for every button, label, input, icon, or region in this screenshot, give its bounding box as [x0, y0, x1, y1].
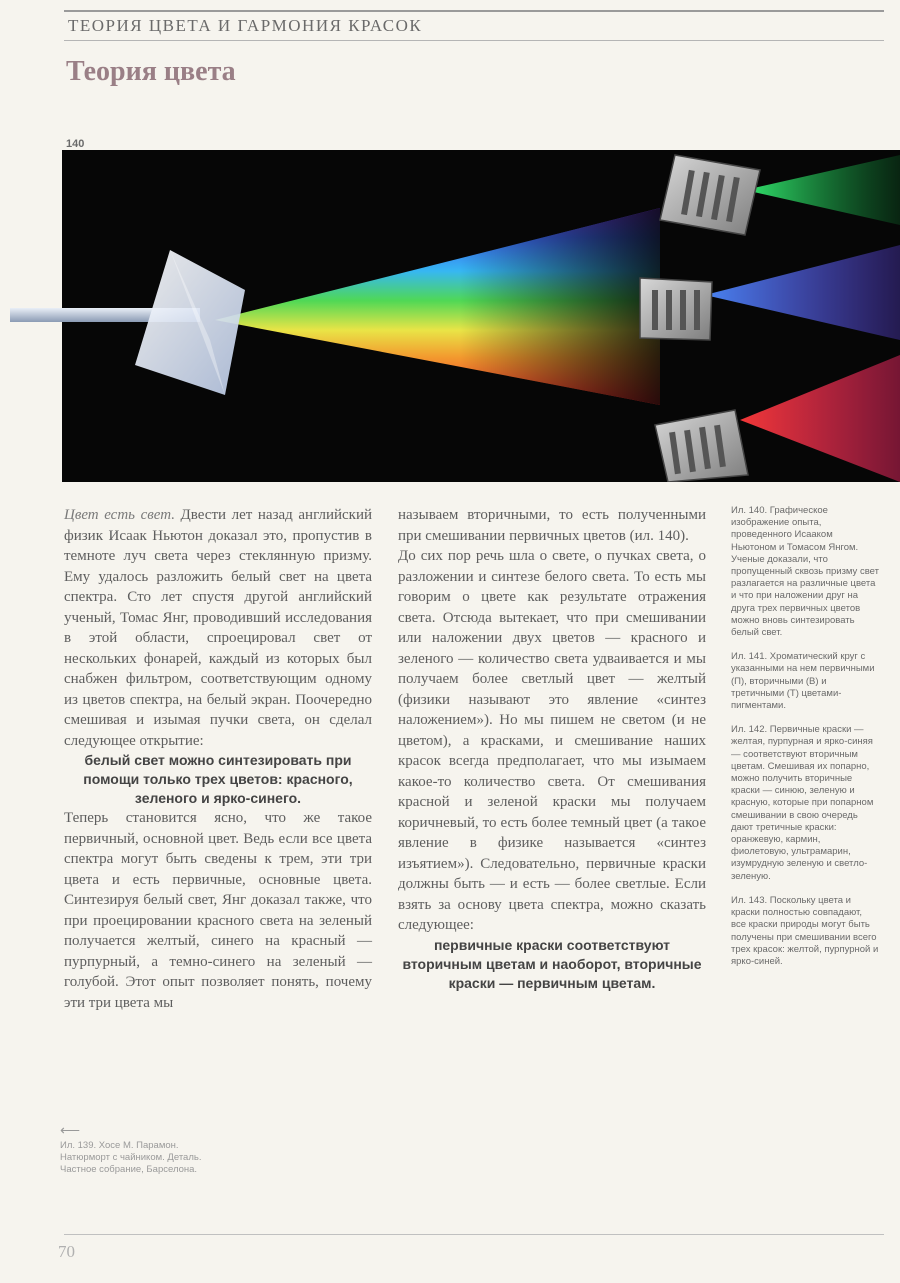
paragraph: Двести лет назад английский физик Исаак Ньютон доказал это, пропустив в темноте луч света через стеклянную призму. Ему удалось разложить белый свет на цвета спектра. Сто лет спустя другой английский ученый, Томас Янг, проводивший исследования в этой области, спроецировал свет от нескольких фонарей, каждый из которых был снабжен фильтром, соответствующим одному из цветов спектра, на белый экран. Поочередно смешивая и изымая пучки света, он сделал следующее открытие: [64, 507, 372, 749]
captions-column [731, 505, 879, 980]
paragraph: До сих пор речь шла о свете, о пучках света, о разложении и синтезе белого света. То есть мы говорим о цвете как результате отражения света. Отсюда вытекает, что при смешивании или наложении двух цветов — красного и зеленого — количество света удваивается и мы получаем более светлый цвет — желтый (физики называют это явление «синтез наложением»). Но мы пишем не светом (и не цветом), а красками, и смешивание наших красок всегда предполагает, что мы изымаем какое-то количество света. От смешивания красной и зеленой краски мы получаем коричневый, то есть более темный цвет (а такое явление в физике называется «синтез изъятием»). Следовательно, первичные краски должны быть — и есть — более светлые. Если взять за основу цвета спектра, можно сказать следующее: [398, 548, 706, 933]
lamp-middle [640, 278, 712, 340]
footer-rule [64, 1234, 884, 1235]
paragraph: называем вторичными, то есть полученными при смешивании первичных цветов (ил. 140). [398, 507, 706, 544]
page-number: 70 [58, 1242, 75, 1261]
caption-141: Ил. 141. Хроматический круг с указанными на нем первичными (П), вторичными (В) и третичными (Т) цветами-пигментами. [731, 651, 875, 712]
running-header: ТЕОРИЯ ЦВЕТА И ГАРМОНИЯ КРАСОК [68, 16, 423, 35]
text-column-middle [398, 505, 706, 993]
caption-143: Ил. 143. Поскольку цвета и краски полностью совпадают, все краски природы могут быть получены при смешивании всего трех красок: желтой, пурпурной и ярко-синей. [731, 894, 879, 967]
highlighted-rule: белый свет можно синтезировать при помощи только трех цветов: красного, зеленого и ярко-синего. [83, 752, 353, 806]
highlighted-rule: первичные краски соответствуют вторичным цветам и наоборот, вторичные краски — первичным цветам. [402, 936, 702, 991]
header-bottom-rule [64, 40, 884, 41]
back-arrow-icon: ⟵ [60, 1122, 81, 1138]
caption-142: Ил. 142. Первичные краски — желтая, пурпурная и ярко-синяя — соответствуют вторичным цветам. Смешивая их попарно, можно получить вторичные краски — синюю, зеленую и красную, которые при попарном смешивании в свою очередь дают третичные краски: оранжевую, кармин, фиолетовую, ультрамарин, изумрудную зеленую и светло-зеленую. [731, 724, 874, 882]
lead-phrase: Цвет есть свет. [64, 507, 175, 523]
figure-number: 140 [66, 138, 85, 150]
paragraph: Теперь становится ясно, что же такое первичный, основной цвет. Ведь если все цвета спектра могут быть сведены к трем, эти три цвета и есть первичные, основные цвета. Синтезируя белый свет, Янг доказал также, что при проецировании красного света на зеленый получается желтый, синего на красный — пурпурный, а темно-синего на зеленый — голубой. Этот опыт позволяет понять, почему эти три цвета мы [64, 810, 372, 1011]
prism-illustration [0, 150, 900, 482]
text-column-left [64, 505, 372, 1013]
header-top-rule [64, 10, 884, 12]
page-title: Теория цвета [66, 56, 236, 87]
caption-139: Ил. 139. Хосе М. Парамон. Натюрморт с чайником. Деталь. Частное собрание, Барселона. [60, 1140, 202, 1176]
caption-140: Ил. 140. Графическое изображение опыта, проведенного Исааком Ньютоном и Томасом Янгом. Ученые доказали, что пропущенный сквозь призму свет разлагается на различные цвета и что при наложении друг на друга трех первичных цветов можно вновь синтезировать белый свет. [731, 505, 879, 639]
lamp-top [660, 155, 760, 235]
